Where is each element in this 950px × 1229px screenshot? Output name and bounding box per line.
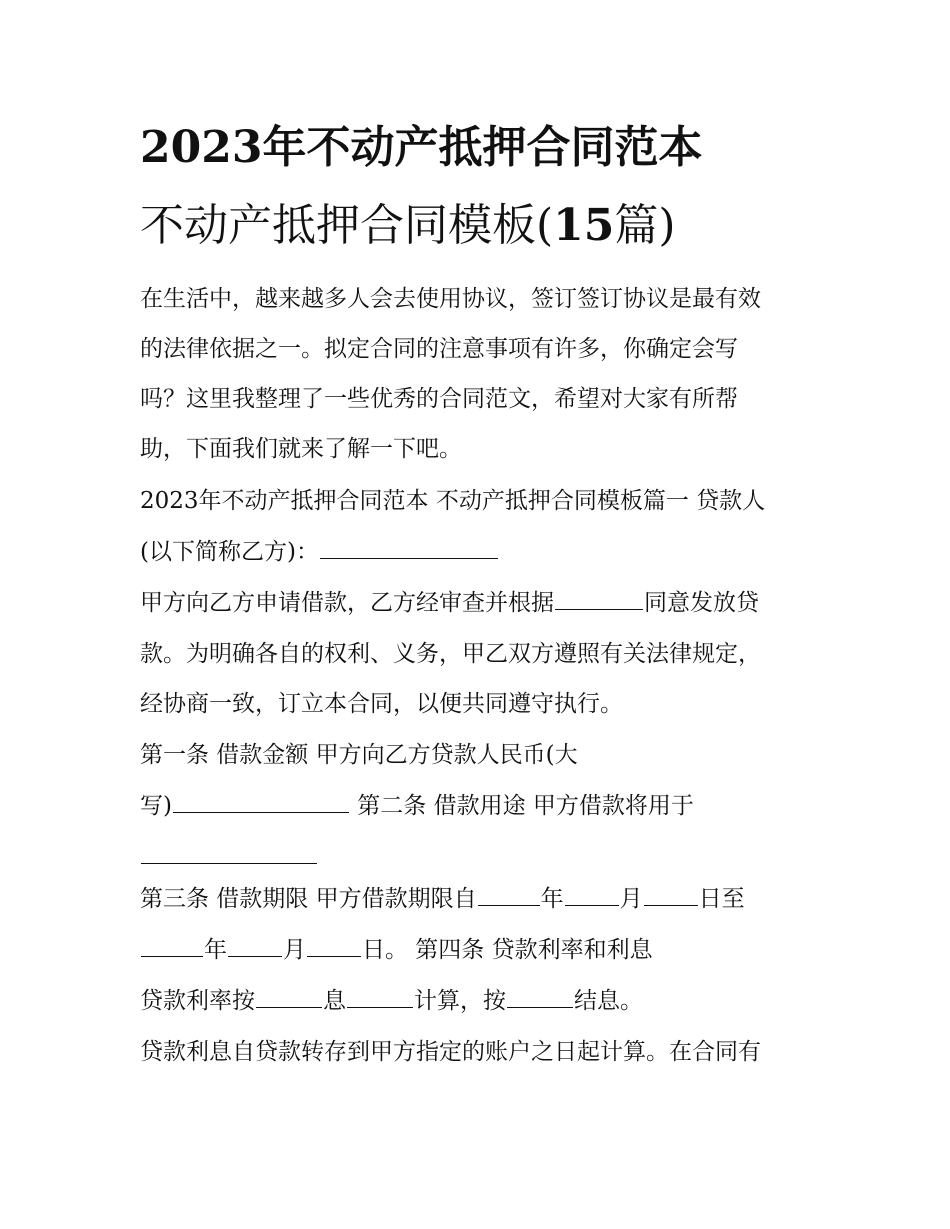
intro-line-2: 的法律依据之一。拟定合同的注意事项有许多，你确定会写 bbox=[140, 336, 738, 362]
settle-blank bbox=[507, 1006, 573, 1008]
body-line-3-tail: 同意发放贷 bbox=[644, 590, 759, 616]
document-title-line1: 2023年不动产抵押合同范本 bbox=[140, 122, 703, 173]
body-line-2 bbox=[140, 541, 830, 564]
intro-line-4: 助，下面我们就来了解一下吧。 bbox=[140, 436, 462, 462]
title-count: 15 bbox=[553, 200, 615, 251]
rate-label: 贷款利率按 bbox=[140, 988, 255, 1014]
article-3-4-line bbox=[140, 939, 830, 962]
interest-blank bbox=[347, 1006, 413, 1008]
start-year-blank bbox=[478, 904, 540, 906]
amount-label: 写) bbox=[140, 793, 172, 819]
end-month-blank bbox=[228, 955, 282, 957]
document-title-line2 bbox=[140, 200, 820, 251]
settle-label: 结息。 bbox=[574, 988, 643, 1014]
article-1-line: 第一条 借款金额 甲方向乙方贷款人民币(大 bbox=[140, 742, 578, 768]
start-day-blank bbox=[644, 904, 698, 906]
interest-start-line: 贷款利息自贷款转存到甲方指定的账户之日起计算。在合同有 bbox=[140, 1039, 761, 1065]
body-line-1: 2023年不动产抵押合同范本 不动产抵押合同模板篇一 贷款人 bbox=[140, 488, 766, 514]
calc-label: 计算，按 bbox=[414, 988, 506, 1014]
end-month-label: 月 bbox=[283, 937, 306, 963]
intro-line-1: 在生活中，越来越多人会去使用协议，签订签订协议是最有效 bbox=[140, 286, 761, 312]
end-day-blank bbox=[307, 955, 361, 957]
body-line-3-text: 甲方向乙方申请借款，乙方经审查并根据 bbox=[140, 590, 554, 616]
article-3-line bbox=[140, 888, 830, 911]
body-line-4: 款。为明确各自的权利、义务，甲乙双方遵照有关法律规定， bbox=[140, 641, 761, 667]
purpose-line bbox=[140, 846, 830, 869]
article-3-text: 第三条 借款期限 甲方借款期限自 bbox=[140, 886, 477, 912]
title-line2-text: 不动产抵押合同模板( bbox=[140, 200, 554, 251]
interest-rate-line bbox=[140, 990, 830, 1013]
purpose-blank bbox=[141, 862, 317, 864]
rate-blank bbox=[256, 1006, 322, 1008]
body-line-3 bbox=[140, 592, 830, 615]
intro-line-3: 吗？这里我整理了一些优秀的合同范文，希望对大家有所帮 bbox=[140, 386, 738, 412]
article-2-text: 第二条 借款用途 甲方借款将用于 bbox=[349, 793, 694, 819]
lender-label: (以下简称乙方)： bbox=[140, 539, 319, 565]
basis-blank bbox=[555, 608, 643, 610]
interest-label: 息 bbox=[323, 988, 346, 1014]
start-month-blank bbox=[565, 904, 619, 906]
month-label: 月 bbox=[619, 886, 643, 912]
article-1-2-line bbox=[140, 795, 830, 818]
amount-blank bbox=[173, 811, 349, 813]
lender-blank bbox=[320, 557, 498, 559]
year-label: 年 bbox=[540, 886, 564, 912]
end-year-label: 年 bbox=[204, 937, 227, 963]
body-line-5: 经协商一致，订立本合同，以便共同遵守执行。 bbox=[140, 691, 623, 717]
end-year-blank bbox=[141, 955, 203, 957]
title-line2-suffix: 篇) bbox=[614, 200, 676, 251]
article-4-text: 日。 第四条 贷款利率和利息 bbox=[362, 937, 653, 963]
day-label: 日至 bbox=[698, 886, 745, 912]
